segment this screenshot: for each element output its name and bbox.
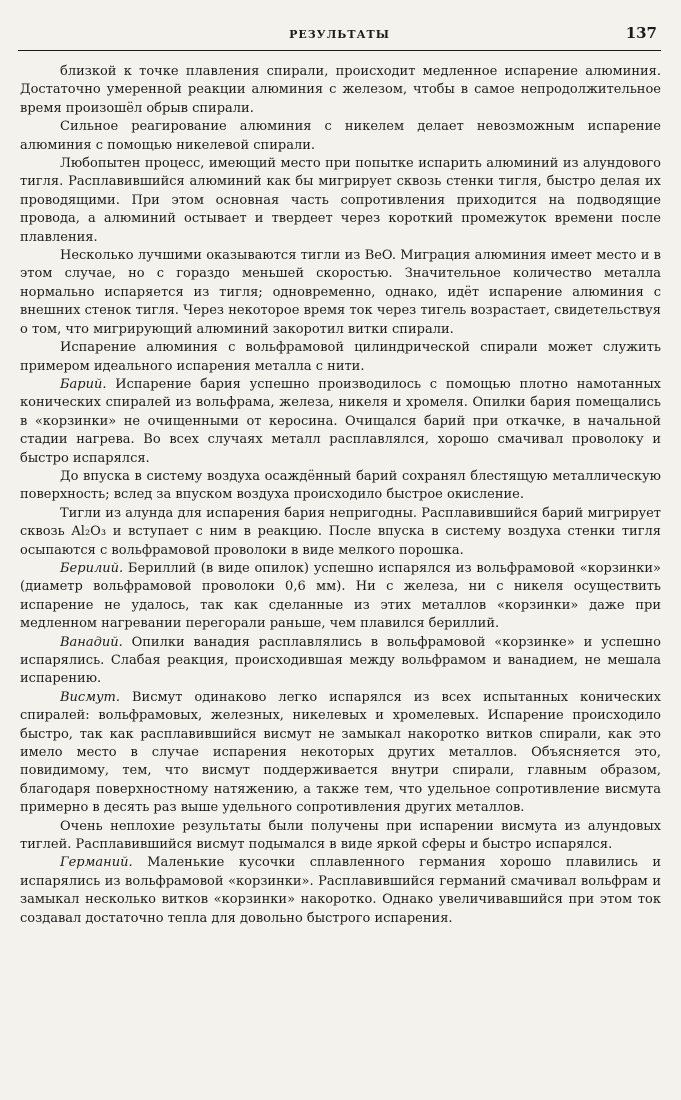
paragraph-text: Опилки ванадия расплавлялись в вольфрамовой «корзинке» и успешно испарялись. Слабая реакция, происходившая между вольфрамом и ванадием, не мешала испарению. (20, 634, 661, 687)
paragraph-text: Сильное реагирование алюминия с никелем делает невозможным испарение алюминия с помощью никелевой спирали. (20, 119, 661, 153)
paragraph (20, 118, 661, 155)
paragraph-text: Испарение алюминия с вольфрамовой цилиндрической спирали может служить примером идеального испарения металла с нити. (20, 340, 661, 374)
body-text (20, 63, 661, 928)
paragraph-text: Несколько лучшими оказываются тигли из BeO. Миграция алюминия имеет место и в этом случае, но с гораздо меньшей скоростью. Значительное количество металла нормально испаряется из тигля; одновременно, однако, идёт испарение алюминия с внешних стенок тигля. Через некоторое время ток через тигель возрастает, свидетельствуя о том, что мигрирующий алюминий закоротил витки спирали. (20, 248, 661, 337)
paragraph-text: Испарение бария успешно производилось с помощью плотно намотанных конических спиралей из вольфрама, железа, никеля и хромеля. Опилки бария помещались в «корзинки» не очищенными от керосина. Очищался барий при откачке, в начальной стадии нагрева. Во всех случаях металл расплавлялся, хорошо смачивал проволоку и быстро испарялся. (20, 376, 661, 466)
element-heading: Ванадий. (60, 634, 123, 650)
paragraph-text: Очень неплохие результаты были получены при испарении висмута из алундовых тиглей. Расплавившийся висмут подымался в виде яркой сферы и быстро испарялся. (20, 818, 661, 853)
running-head: РЕЗУЛЬТАТЫ (289, 28, 390, 41)
paragraph-barium (20, 376, 661, 468)
paragraph-text: Бериллий (в виде опилок) успешно испарялся из вольфрамовой «корзинки» (диаметр вольфрамовой проволоки 0,6 мм). Ни с железа, ни с никеля осуществить испарение не удалось, так как сделанные из этих металлов «корзинки» даже при медленном нагревании перегорали раньше, чем плавился бериллий. (20, 560, 661, 632)
paragraph-text: Любопытен процесс, имеющий место при попытке испарить алюминий из алундового тигля. Расплавившийся алюминий как бы мигрирует сквозь стенки тигля, быстро делая их проводящими. При этом основная часть сопротивления приходится на подводящие провода, а алюминий остывает и твердеет через короткий промежуток времени после плавления. (20, 156, 661, 245)
paragraph-text: близкой к точке плавления спирали, происходит медленное испарение алюминия. Достаточно умеренной реакции алюминия с железом, чтобы в самое непродолжительное время произошёл обрыв спирали. (20, 64, 661, 116)
paragraph-vanadium (20, 634, 661, 689)
header-rule (18, 50, 661, 51)
paragraph-text: Тигли из алунда для испарения бария непригодны. Расплавившийся барий мигрирует сквозь Al₂O₃ и вступает с ним в реакцию. После впуска в систему воздуха стенки тигля осыпаются с вольфрамовой проволоки в виде мелкого порошка. (20, 505, 661, 558)
paragraph (20, 155, 661, 247)
element-heading: Висмут. (60, 689, 120, 705)
paragraph-germanium (20, 854, 661, 928)
page-header (18, 24, 661, 48)
page-number: 137 (625, 24, 657, 42)
paragraph (20, 63, 661, 118)
element-heading: Берилий. (60, 560, 124, 576)
paragraph (20, 505, 661, 560)
paragraph (20, 468, 661, 505)
paragraph-bismuth (20, 689, 661, 818)
paragraph (20, 247, 661, 339)
paragraph (20, 818, 661, 855)
paragraph-text: Маленькие кусочки сплавленного германия хорошо плавились и испарялись из вольфрамовой «корзинки». Расплавившийся германий смачивал вольфрам и замыкал несколько витков «корзинки» накоротко. Однако увеличивавшийся при этом ток создавал достаточно тепла для довольно быстрого испарения. (20, 855, 661, 926)
paragraph (20, 339, 661, 376)
element-heading: Барий. (60, 376, 107, 392)
paragraph-text: Висмут одинаково легко испарялся из всех испытанных конических спиралей: вольфрамовых, железных, никелевых и хромелевых. Испарение происходило быстро, так как расплавившийся висмут не замыкал накоротко витков спирали, как это имело место в случае испарения некоторых других металлов. Объясняется это, повидимому, тем, что висмут поддерживается внутри спирали, главным образом, благодаря поверхностному натяжению, а также тем, что удельное сопротивление висмута примерно в десять раз выше удельного сопротивления других металлов. (20, 689, 661, 816)
element-heading: Германий. (60, 855, 133, 871)
paragraph-beryllium (20, 560, 661, 634)
paragraph-text: До впуска в систему воздуха осаждённый барий сохранял блестящую металлическую поверхность; вслед за впуском воздуха происходило быстрое окисление. (20, 468, 661, 503)
